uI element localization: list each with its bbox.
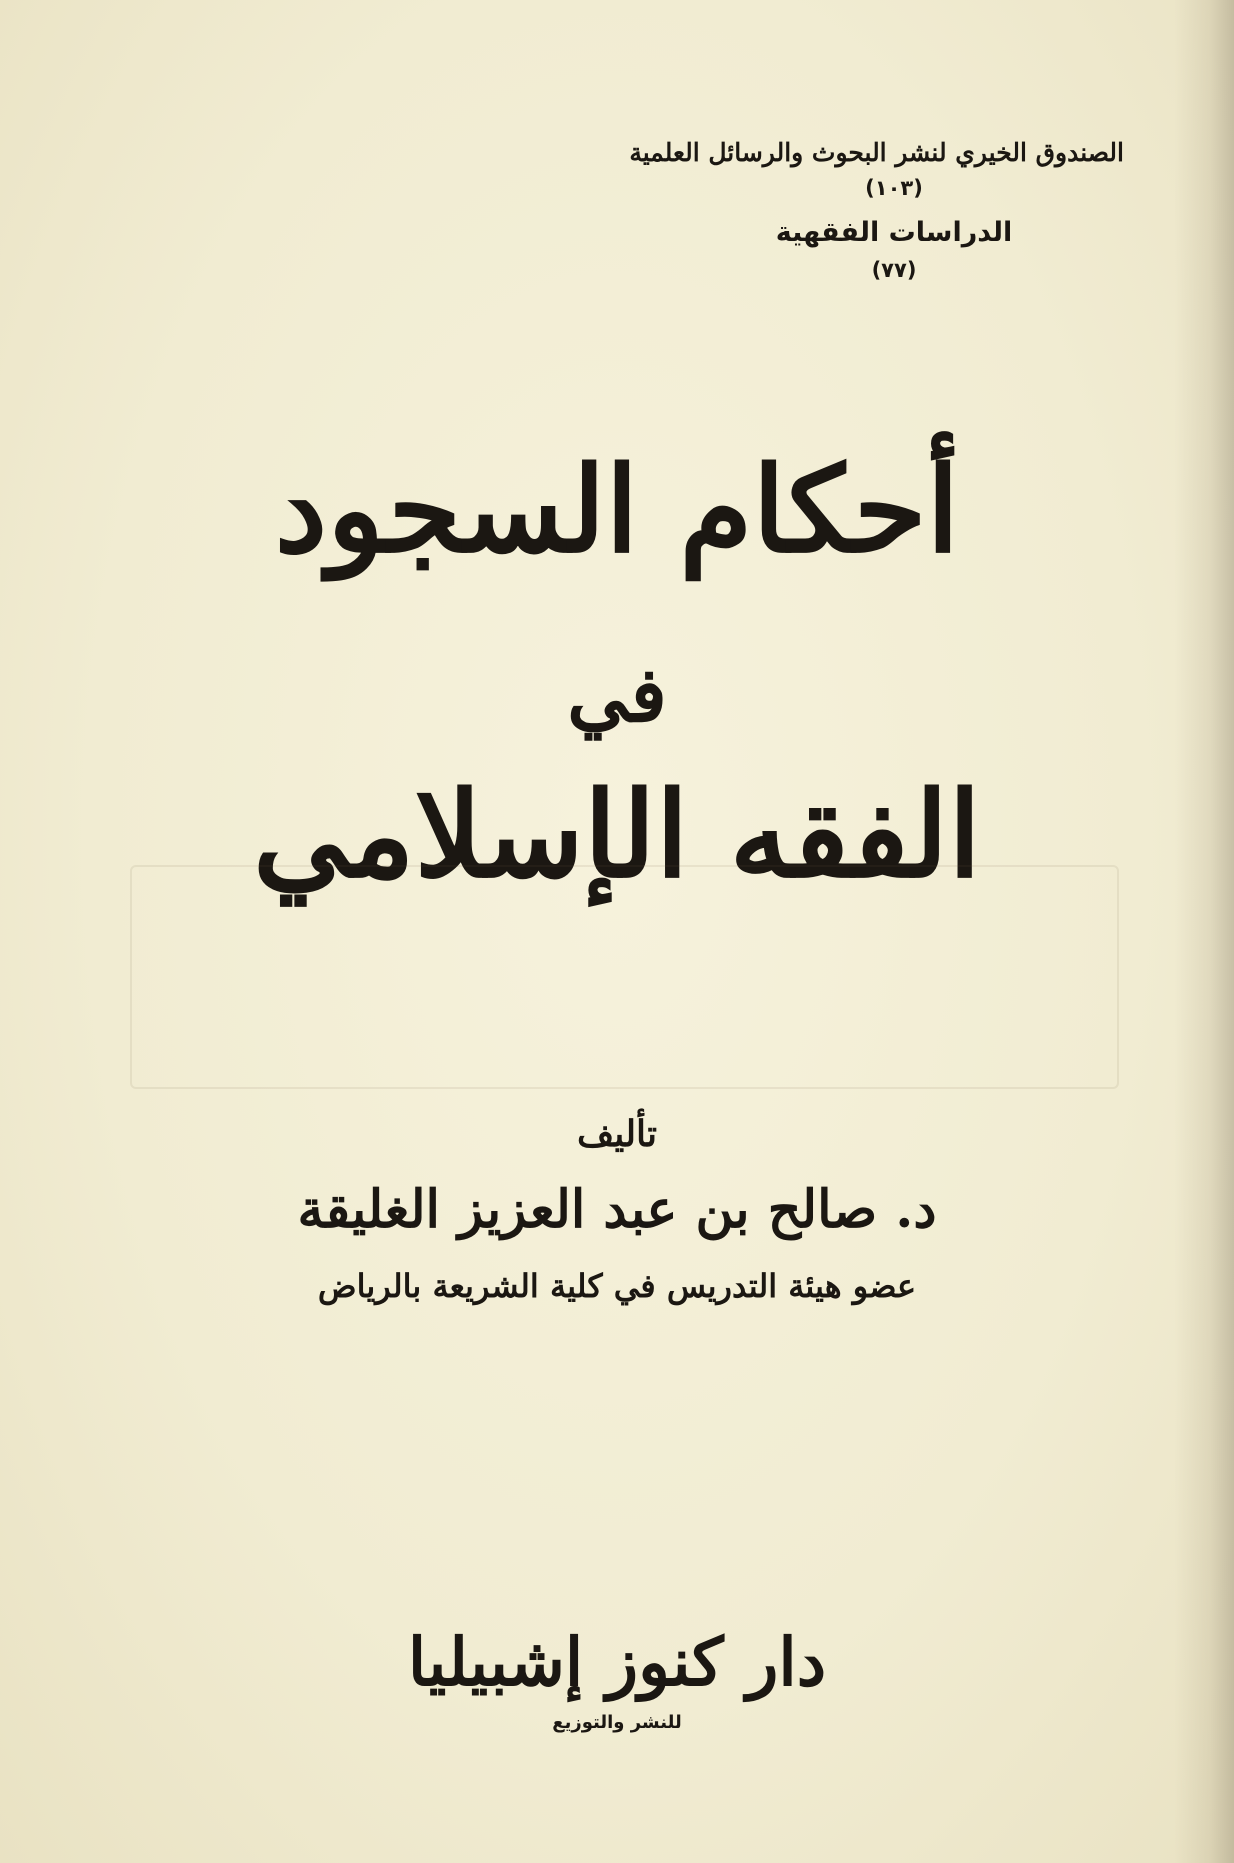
series-info — [629, 135, 1124, 287]
show-through-frame — [130, 865, 1119, 1089]
series-fund-number: (١٠٣) — [865, 176, 923, 200]
series-collection-number: (٧٧) — [871, 258, 917, 282]
author-label: تأليف — [576, 1113, 658, 1155]
author-affiliation: عضو هيئة التدريس في كلية الشريعة بالرياض — [317, 1267, 917, 1305]
book-title-line-3: الفقه الإسلامي — [253, 765, 981, 904]
book-title-line-2: في — [567, 650, 667, 739]
series-fund-name: الصندوق الخيري لنشر البحوث والرسائل العلمية — [629, 138, 1124, 167]
publisher-name: دار كنوز إشبيليا — [407, 1623, 827, 1701]
binding-shadow — [1174, 0, 1234, 1863]
series-collection: الدراسات الفقهية — [775, 217, 1013, 248]
book-title-line-1: أحكام السجود — [274, 440, 960, 579]
publisher-subtitle: للنشر والتوزيع — [552, 1712, 682, 1733]
author-name: د. صالح بن عبد العزيز الغليقة — [297, 1179, 937, 1240]
